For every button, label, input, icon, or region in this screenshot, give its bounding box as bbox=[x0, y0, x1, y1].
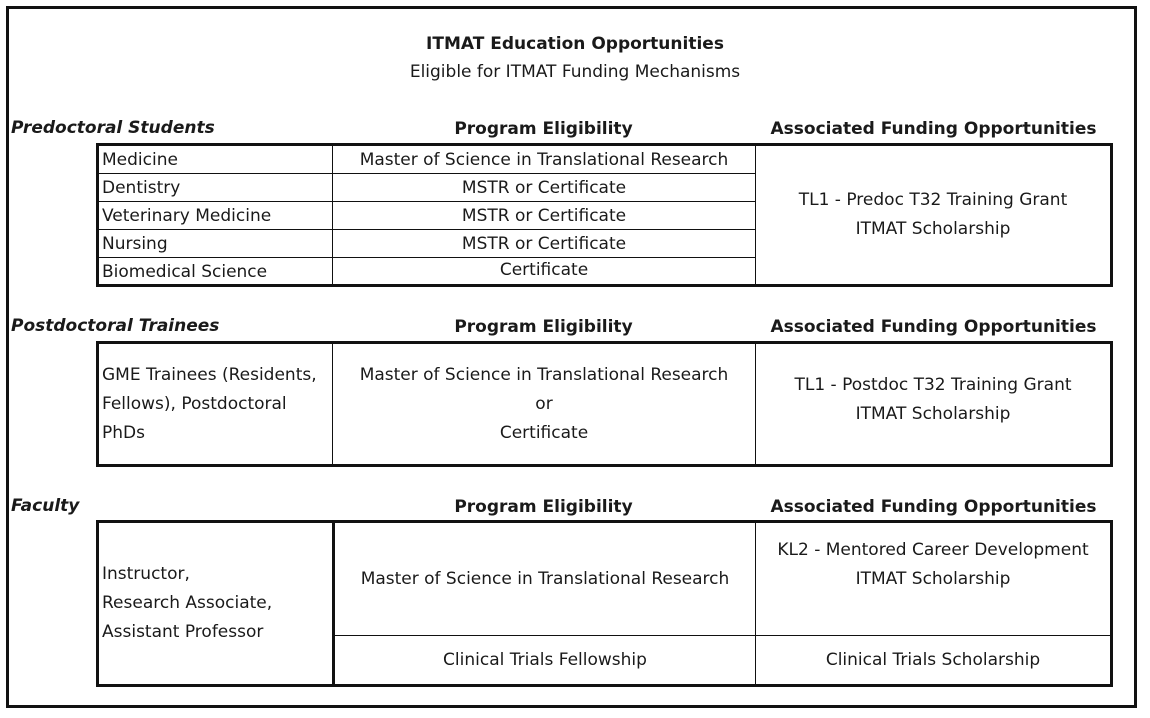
faculty-funding-line: Clinical Trials Scholarship bbox=[825, 649, 1041, 670]
postdoc-category-line: GME Trainees (Residents, bbox=[102, 364, 317, 385]
predoc-table bbox=[96, 143, 1113, 287]
faculty-funding-line: ITMAT Scholarship bbox=[855, 569, 1011, 589]
predoc-category: Dentistry bbox=[102, 178, 181, 198]
faculty-table bbox=[96, 520, 1113, 687]
faculty-category-line: Assistant Professor bbox=[102, 622, 264, 642]
predoc-category: Medicine bbox=[102, 150, 178, 170]
predoc-program: MSTR or Certificate bbox=[461, 178, 627, 198]
postdoc-program-cell bbox=[333, 344, 755, 464]
faculty-category-cell bbox=[99, 523, 332, 684]
predoc-funding-header: Associated Funding Opportunities bbox=[770, 119, 1097, 139]
predoc-category: Nursing bbox=[102, 234, 168, 254]
postdoc-funding-cell bbox=[756, 340, 1110, 460]
predoc-program: Certificate bbox=[499, 260, 589, 280]
predoc-program: MSTR or Certificate bbox=[461, 234, 627, 254]
faculty-funding-cell bbox=[756, 636, 1110, 684]
faculty-funding-line: KL2 - Mentored Career Development bbox=[777, 540, 1089, 560]
faculty-program-cell bbox=[335, 523, 755, 635]
faculty-category-line: Instructor, bbox=[102, 564, 190, 584]
predoc-funding-cell bbox=[756, 146, 1110, 284]
predoc-program: MSTR or Certificate bbox=[461, 206, 627, 226]
postdoc-funding-header: Associated Funding Opportunities bbox=[770, 317, 1097, 337]
faculty-program: Clinical Trials Fellowship bbox=[443, 649, 647, 670]
predoc-category: Veterinary Medicine bbox=[102, 206, 272, 226]
postdoc-table bbox=[96, 341, 1113, 467]
postdoc-category-cell bbox=[99, 344, 332, 464]
postdoc-funding-line: ITMAT Scholarship bbox=[855, 404, 1011, 424]
predoc-program: Master of Science in Translational Research bbox=[359, 150, 729, 170]
postdoc-program-line: Certificate bbox=[499, 422, 589, 443]
faculty-program: Master of Science in Translational Research bbox=[360, 568, 730, 589]
faculty-program-cell bbox=[335, 636, 755, 684]
page-title: ITMAT Education Opportunities bbox=[426, 34, 724, 54]
postdoc-program-line: Master of Science in Translational Research bbox=[359, 364, 729, 385]
faculty-program-header: Program Eligibility bbox=[454, 497, 633, 517]
predoc-category: Biomedical Science bbox=[102, 262, 268, 282]
section-label-predoctoral: Predoctoral Students bbox=[11, 118, 215, 138]
postdoc-category-line: PhDs bbox=[102, 422, 145, 443]
postdoc-program-header: Program Eligibility bbox=[454, 317, 633, 337]
section-label-postdoctoral: Postdoctoral Trainees bbox=[11, 316, 220, 336]
faculty-category-line: Research Associate, bbox=[102, 593, 273, 613]
postdoc-funding-line: TL1 - Postdoc T32 Training Grant bbox=[794, 375, 1072, 395]
predoc-funding-line: TL1 - Predoc T32 Training Grant bbox=[798, 190, 1068, 210]
section-label-faculty: Faculty bbox=[11, 496, 80, 516]
predoc-funding-line: ITMAT Scholarship bbox=[855, 219, 1011, 239]
page-subtitle: Eligible for ITMAT Funding Mechanisms bbox=[409, 62, 741, 82]
postdoc-category-line: Fellows), Postdoctoral bbox=[102, 393, 287, 414]
predoc-program-header: Program Eligibility bbox=[454, 119, 633, 139]
faculty-funding-header: Associated Funding Opportunities bbox=[770, 497, 1097, 517]
faculty-funding-cell bbox=[756, 509, 1110, 621]
postdoc-program-line: or bbox=[535, 393, 553, 414]
